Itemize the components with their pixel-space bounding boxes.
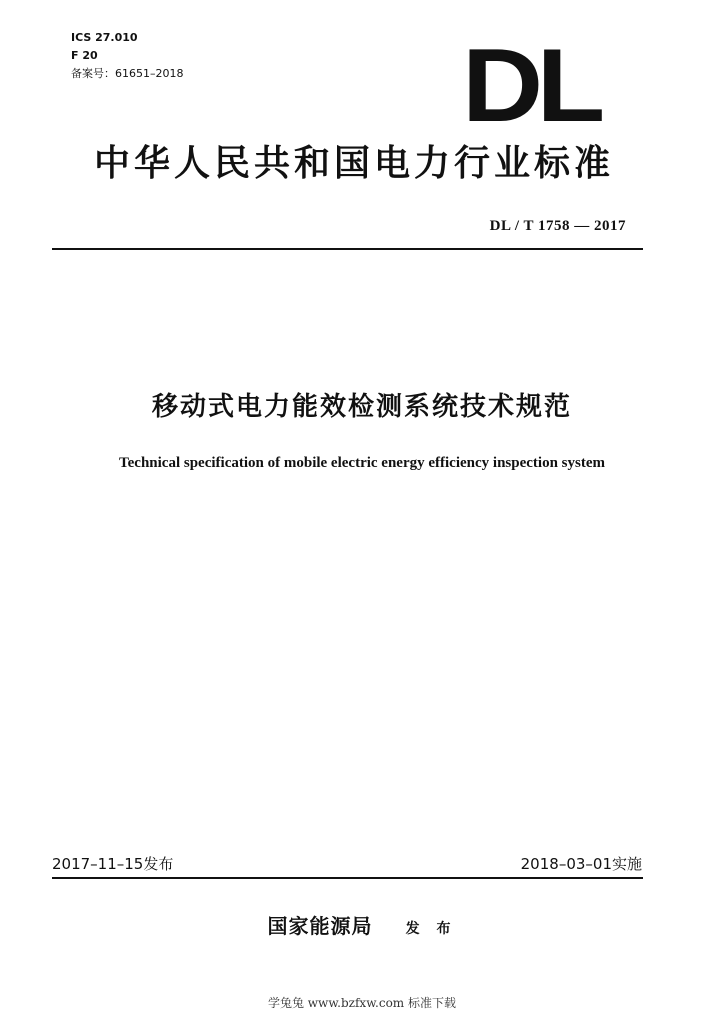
top-divider bbox=[52, 248, 643, 250]
issue-date: 2017–11–15发布 bbox=[52, 855, 174, 873]
implementation-date: 2018–03–01实施 bbox=[520, 855, 642, 873]
standard-number: DL / T 1758 — 2017 bbox=[489, 218, 626, 234]
title-chinese: 移动式电力能效检测系统技术规范 bbox=[151, 392, 572, 422]
ccs-code: F 20 bbox=[71, 49, 98, 62]
publish-label: 发 布 bbox=[405, 921, 457, 937]
title-english: Technical specification of mobile electric energy efficiency inspection system bbox=[119, 455, 605, 471]
publisher-name: 国家能源局 bbox=[267, 914, 373, 938]
bottom-divider bbox=[52, 877, 643, 879]
publisher-row bbox=[0, 910, 724, 939]
watermark-text: 学兔兔 www.bzfxw.com 标准下载 bbox=[267, 996, 457, 1010]
filing-number: 备案号：61651–2018 bbox=[71, 67, 184, 80]
industry-standard-heading: 中华人民共和国电力行业标准 bbox=[93, 142, 614, 184]
dl-logo: DL bbox=[462, 28, 599, 144]
ics-code: ICS 27.010 bbox=[71, 31, 138, 44]
